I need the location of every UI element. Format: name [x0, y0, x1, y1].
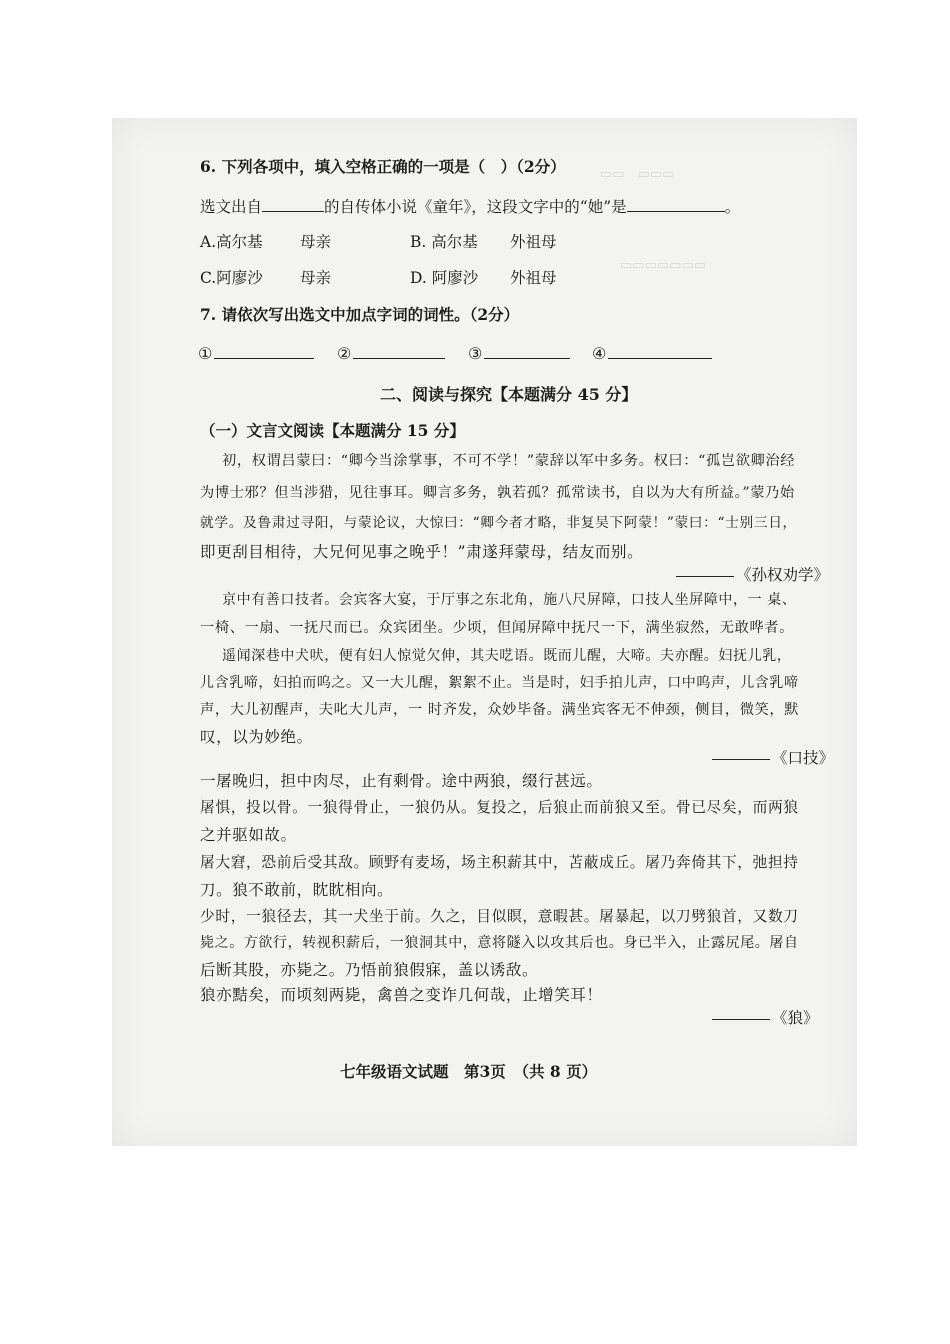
- passage2-line: 遥闻深巷中犬吠，便有妇人惊觉欠伸，其夫呓语。既而儿醒，大啼。夫亦醒。妇抚儿乳，: [222, 648, 792, 664]
- option-letter: C.: [200, 269, 217, 287]
- q7-blank-4[interactable]: [608, 342, 712, 359]
- option-letter: A.: [200, 233, 217, 251]
- passage1-line: 为博士邪？但当涉猎，见往事耳。卿言多务，孰若孤？孤常读书，自以为大有所益。”蒙乃始: [200, 485, 795, 501]
- passage2-line: 叹，以为妙绝。: [200, 728, 313, 746]
- option-name: 阿廖沙: [431, 269, 479, 287]
- option-name: 高尔基: [431, 233, 478, 251]
- q6-stem: 6. 下列各项中，填入空格正确的一项是（ ）（2分）: [200, 157, 566, 176]
- passage1-line: 就学。及鲁肃过寻阳，与蒙论议，大惊曰：“卿今者才略，非复吴下阿蒙！”蒙曰：“士别三日，: [200, 515, 797, 531]
- q6-option-c[interactable]: [200, 267, 332, 289]
- option-relation: 外祖母: [510, 269, 557, 287]
- q6-blank-author[interactable]: [262, 195, 324, 212]
- q6-fill-middle: 的自传体小说《童年》，这段文字中的“她”是: [324, 198, 627, 216]
- passage1-line: 即更刮目相待，大兄何见事之晚乎！”肃遂拜蒙母，结友而别。: [200, 543, 644, 561]
- option-letter: D.: [410, 269, 427, 287]
- page-footer: 七年级语文试题 第3页 （共 8 页）: [340, 1062, 598, 1081]
- q6-fill-prefix: 选文出自: [200, 198, 263, 216]
- passage3-line: 刀。狼不敢前，眈眈相向。: [200, 881, 394, 899]
- q7-marker-2: ②: [337, 344, 352, 363]
- passage2-line: 儿含乳啼，妇拍而呜之。又一大儿醒，絮絮不止。当是时，妇手拍儿声，口中呜声，儿含乳啼: [200, 675, 799, 691]
- option-name: 阿廖沙: [216, 269, 263, 287]
- option-relation: 母亲: [300, 233, 332, 251]
- passage3-source-title: 《狼》: [772, 1009, 819, 1027]
- q7-marker-3: ③: [468, 344, 483, 363]
- q7-marker-1: ①: [198, 344, 213, 363]
- passage1-line: 初，权谓吕蒙曰：“卿今当涂掌事，不可不学！”蒙辞以军中多务。权曰：“孤岂欲卿治经: [222, 453, 796, 469]
- q6-option-a[interactable]: [200, 231, 332, 253]
- q7-answer-3[interactable]: [468, 342, 570, 365]
- option-relation: 母亲: [300, 269, 332, 287]
- option-name: 高尔基: [216, 233, 263, 251]
- passage3-line: 屠惧，投以骨。一狼得骨止，一狼仍从。复投之，后狼止而前狼又至。骨已尽矣，而两狼: [200, 799, 799, 816]
- passage2-line: 京中有善口技者。会宾客大宴，于厅事之东北角，施八尺屏障，口技人坐屏障中，一 桌、: [222, 592, 797, 608]
- source-dash: [712, 1019, 770, 1020]
- passage3-line: 一屠晚归，担中肉尽，止有剩骨。途中两狼，缀行甚远。: [200, 772, 603, 790]
- bleed-through-mark: ▭▭▭▭▭▭▭: [620, 258, 706, 273]
- passage3-line: 后断其股，亦毙之。乃悟前狼假寐，盖以诱敌。: [200, 961, 539, 979]
- source-dash: [712, 759, 770, 760]
- passage2-source-title: 《口技》: [772, 749, 835, 767]
- q6-blank-she[interactable]: [627, 195, 725, 212]
- q7-marker-4: ④: [592, 344, 607, 363]
- q7-answer-1[interactable]: [198, 342, 314, 365]
- q6-fill-suffix: 。: [724, 198, 741, 216]
- q7-blank-3[interactable]: [484, 342, 570, 359]
- q7-blank-2[interactable]: [353, 342, 445, 359]
- passage2-line: 声，大儿初醒声，夫叱大儿声，一 时齐发，众妙毕备。满坐宾客无不伸颈，侧目，微笑，默: [200, 702, 800, 718]
- q6-fill-sentence: [200, 195, 740, 218]
- passage2-line: 一椅、一扇、一抚尺而已。众宾团坐。少顷，但闻屏障中抚尺一下，满坐寂然，无敢哗者。: [200, 620, 795, 636]
- passage3-line: 屠大窘，恐前后受其敌。顾野有麦场，场主积薪其中，苫蔽成丘。屠乃奔倚其下，弛担持: [200, 854, 799, 871]
- passage3-line: 之并驱如故。: [200, 826, 297, 844]
- section2-title: 二、阅读与探究【本题满分 45 分】: [380, 385, 638, 404]
- passage3-line: 毙之。方欲行，转视积薪后，一狼洞其中，意将隧入以攻其后也。身已半入，止露尻尾。屠自: [200, 935, 799, 951]
- passage1-source-title: 《孙权劝学》: [736, 566, 830, 584]
- q6-option-b[interactable]: [410, 231, 557, 253]
- source-dash: [676, 576, 734, 577]
- passage1-source: [676, 563, 829, 585]
- q7-answer-4[interactable]: [592, 342, 712, 365]
- section2-part1-title: （一）文言文阅读【本题满分 15 分】: [200, 421, 465, 440]
- passage3-line: 狼亦黠矣，而顷刻两毙，禽兽之变诈几何哉，止增笑耳！: [200, 986, 603, 1004]
- q6-option-d[interactable]: [410, 267, 557, 289]
- passage3-line: 少时，一狼径去，其一犬坐于前。久之，目似瞑，意暇甚。屠暴起，以刀劈狼首，又数刀: [200, 908, 799, 925]
- q7-blank-1[interactable]: [214, 342, 314, 359]
- passage2-source: [712, 746, 834, 768]
- passage3-source: [712, 1006, 819, 1028]
- option-letter: B.: [410, 233, 427, 251]
- q7-stem: 7. 请依次写出选文中加点字词的词性。（2分）: [200, 305, 520, 324]
- bleed-through-mark: ▭▭ ▭▭▭: [600, 167, 675, 182]
- q7-answer-2[interactable]: [337, 342, 445, 365]
- option-relation: 外祖母: [510, 233, 557, 251]
